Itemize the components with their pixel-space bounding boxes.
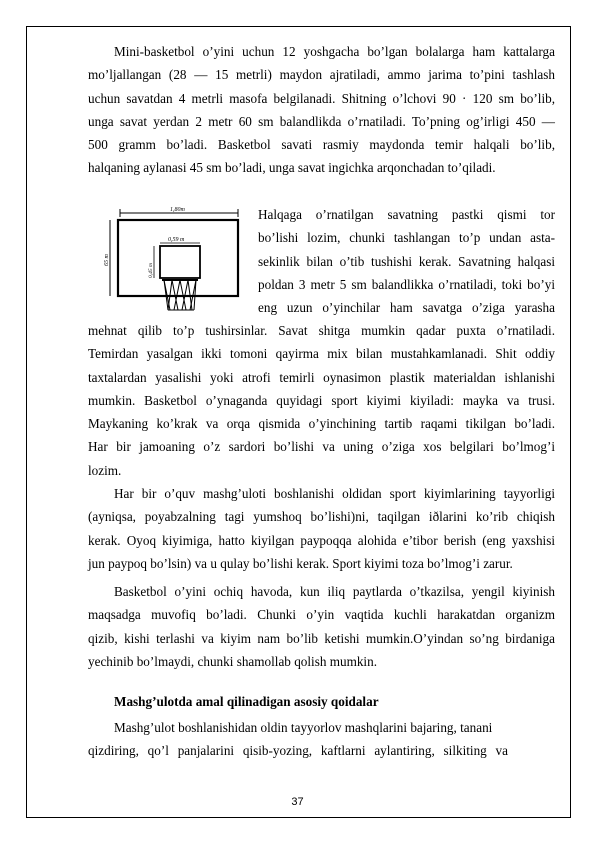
text-line: bo’lishi lozim, chunki tashlangan to’p undan asta- <box>258 230 555 246</box>
section-heading: Mashg’ulotda amal qilinadigan asosiy qoidalar <box>114 694 379 709</box>
text-line: Basketbol o’yini ochiq havoda, kun iliq paytlarda o’tkazilsa, yengil kiyinish <box>114 584 555 599</box>
text-line: poldan 3 metr 5 sm balandlikka o’rnatiladi, toki bo’yi <box>258 276 555 292</box>
text-line: jun paypoq bo’lsin) va u qulay bo’lishi kerak. Sport kiyimi toza bo’lmog’i zarur. <box>88 555 513 571</box>
inner-height-label: 0,45 m <box>148 263 154 278</box>
paragraph-2-side <box>258 203 555 319</box>
paragraph-1 <box>88 40 555 180</box>
text-line: taxtalardan yasalishi yoki atrofi temirli oynasimon plastik materialdan ishlanishi <box>88 369 555 385</box>
text-line: eng uzun o’yinchilar ham savatga o’ziga yarasha <box>258 300 555 316</box>
text-line: Temirdan yasalgan ikki tomoni qayirma mix bilan mustahkamlanadi. Shit oddiy <box>88 346 555 362</box>
text-line: Maykaning ko’krak va orqa qismida o’yinchining tartib raqami tikilgan bo’ladi. <box>88 416 555 432</box>
text-line: 500 gramm bo’ladi. Basketbol savati rasmiy maydonda temir halqali bo’lib, <box>88 137 555 153</box>
paragraph-2-full <box>88 319 555 482</box>
text-line: qizib, kishi terlashi va kiyim nam bo’lib ketishi mumkin.O’yindan so’ng birdaniga <box>88 630 555 646</box>
inner-width-label: 0,59 m <box>168 237 185 243</box>
text-line: Har bir jamoaning o’z sardori bo’lishi va uning o’ziga xos belgilari bo’lmog’i <box>88 439 555 455</box>
text-line: mo’ljallangan (28 — 15 metrli) maydon ajratiladi, ammo jarima to’pini tashlash <box>88 67 555 83</box>
text-line: Har bir o’quv mashg’uloti boshlanishi oldidan sport kiyimlarining tayyorligi <box>114 486 555 501</box>
text-line: maqsadga muvofiq bo’ladi. Chunki o’yin vaqtida kuchli harakatdan organizm <box>88 607 555 623</box>
text-line: mehnat qilib to’p tushirsinlar. Savat shitga mumkin qadar puxta o’rnatiladi. <box>88 323 555 338</box>
paragraph-4 <box>88 580 555 673</box>
text-line: lozim. <box>88 462 122 478</box>
text-line: Mini-basketbol o’yini uchun 12 yoshgacha bo’lgan bolalarga ham kattalarga <box>114 44 555 59</box>
paragraph-3 <box>88 482 555 575</box>
text-line: (ayniqsa, poyabzalning tagi yumshoq bo’lishi)ni, taqilgan iðlarini ko’rib chiqish <box>88 509 555 525</box>
text-line: Mashg’ulot boshlanishidan oldin tayyorlov mashqlarini bajaring, tanani <box>114 720 493 735</box>
text-line: qizdiring, qo’l panjalarini qisib-yozing, kaftlarni aylantiring, silkiting va <box>88 743 508 759</box>
width-label: 1,80m <box>170 207 185 213</box>
text-line: yechinib bo’lmaydi, chunki shamollab qolish mumkin. <box>88 653 377 669</box>
text-line: halqaning aylanasi 45 sm bo’ladi, unga savat ingichka arqonchadan to’qiladi. <box>88 160 496 176</box>
text-line: mumkin. Basketbol o’ynaganda quyidagi sport kiyimi kiyiladi: mayka va trusi. <box>88 392 555 408</box>
text-line: Halqaga o’rnatilgan savatning pastki qismi tor <box>258 207 555 222</box>
paragraph-5 <box>88 716 508 763</box>
text-line: kerak. Oyoq kiyimiga, hatto kiyilgan paypoqqa alohida e’tibor berish (eng yaxshisi <box>88 532 555 548</box>
text-line: unga savat yerdan 2 metr 60 sm balandlikda o’rnatiladi. To’pning og’irligi 450 — <box>88 113 555 129</box>
page-number: 37 <box>291 796 304 808</box>
height-label: 65 m <box>104 254 110 266</box>
text-line: uchun savatdan 4 metrli masofa belgilanadi. Shitning o’lchovi 90 · 120 sm bo’lib, <box>88 90 555 106</box>
text-line: sekinlik bilan o’tib tushishi kerak. Savatning halqasi <box>258 253 555 269</box>
backboard-figure <box>98 200 248 318</box>
